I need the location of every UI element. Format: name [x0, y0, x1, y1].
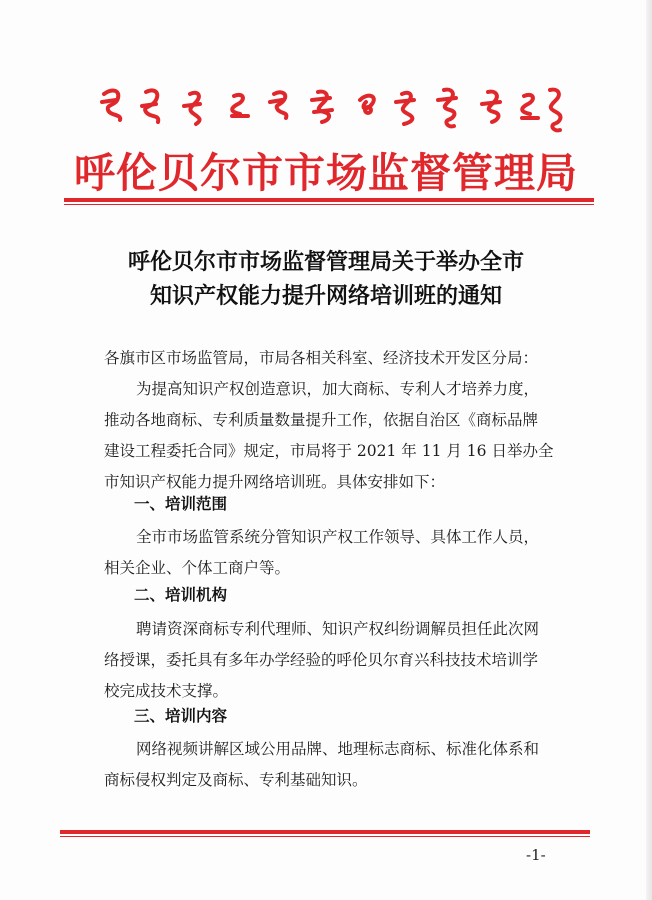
section-line: 全市市场监管系统分管知识产权工作领导、具体工作人员，	[136, 528, 540, 546]
footer-red-rule	[60, 830, 590, 834]
salutation-text: 各旗市区市场监管局，市局各相关科室、经济技术开发区分局：	[104, 349, 539, 367]
section-line: 聘请资深商标专利代理师、知识产权纠纷调解员担任此次网	[136, 620, 540, 638]
header-red-rule	[64, 198, 594, 202]
intro-line: 为提高知识产权创造意识，加大商标、专利人才培养力度，	[136, 380, 540, 398]
intro-line: 建设工程委托合同》规定，市局将于 2021 年 11 月 16 日举办全	[104, 442, 554, 460]
section-body-content	[104, 734, 584, 796]
section-line: 商标侵权判定及商标、专利基础知识。	[104, 771, 368, 789]
header-red-rule-thin	[64, 204, 594, 205]
intro-line: 市知识产权能力提升网络培训班。具体安排如下：	[104, 473, 446, 491]
footer-red-rule-thin	[60, 836, 590, 837]
section-body-scope	[104, 522, 584, 584]
document-title-line-1: 呼伦贝尔市市场监督管理局关于举办全市	[127, 250, 524, 275]
intro-line: 推动各地商标、专利质量数量提升工作，依据自治区《商标品牌	[104, 411, 539, 429]
section-heading-content: 三、培训内容	[134, 707, 228, 725]
section-line: 网络视频讲解区域公用品牌、地理标志商标、标准化体系和	[136, 740, 540, 758]
section-line: 校完成技术支撑。	[104, 682, 229, 700]
page-number: -1-	[526, 846, 546, 864]
document-title	[0, 246, 652, 314]
section-heading-institution: 二、培训机构	[134, 586, 228, 604]
section-line: 络授课，委托具有多年办学经验的呼伦贝尔育兴科技技术培训学	[104, 651, 539, 669]
intro-paragraph	[104, 374, 584, 498]
salutation	[104, 343, 584, 374]
agency-name-header: 呼伦贝尔市市场监督管理局	[74, 149, 578, 197]
section-line: 相关企业、个体工商户等。	[104, 559, 291, 577]
section-heading-scope: 一、培训范围	[134, 495, 228, 513]
mongolian-agency-name-logo	[98, 80, 568, 138]
scan-edge-shadow	[646, 0, 652, 900]
document-title-line-2: 知识产权能力提升网络培训班的通知	[149, 284, 502, 309]
section-body-institution	[104, 614, 584, 707]
